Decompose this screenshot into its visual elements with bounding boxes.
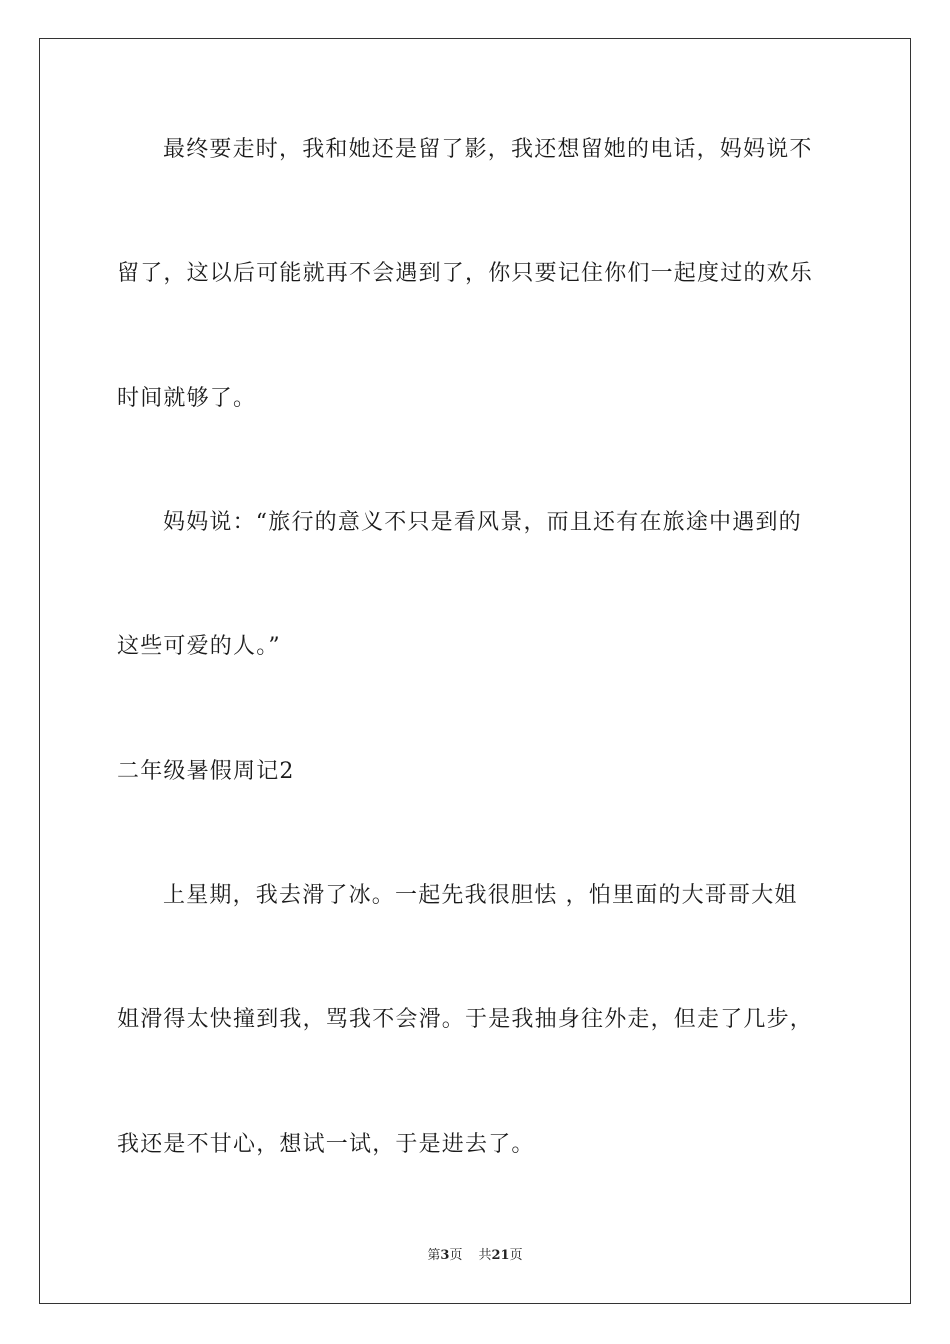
total-prefix: 共 [478, 1248, 492, 1263]
paragraph-2-line-2: 这些可爱的人。” [117, 634, 281, 659]
paragraph-1-line-2: 留了，这以后可能就再不会遇到了，你只要记住你们一起度过的欢乐 [117, 261, 814, 286]
section-heading: 二年级暑假周记2 [117, 759, 295, 784]
paragraph-3-line-2: 姐滑得太快撞到我，骂我不会滑。于是我抽身往外走，但走了几步， [117, 1007, 814, 1032]
paragraph-1-line-3: 时间就够了。 [117, 386, 257, 411]
paragraph-2-line-1: 妈妈说：“旅行的意义不只是看风景，而且还有在旅途中遇到的 [163, 510, 802, 535]
paragraph-3-line-3: 我还是不甘心，想试一试，于是进去了。 [117, 1132, 535, 1157]
page-footer [0, 1248, 950, 1264]
total-suffix: 页 [509, 1248, 523, 1263]
page-border [39, 38, 911, 1304]
page-suffix: 页 [449, 1248, 463, 1263]
paragraph-1-line-1: 最终要走时，我和她还是留了影，我还想留她的电话，妈妈说不 [163, 137, 813, 162]
total-pages: 21 [491, 1248, 510, 1263]
page-prefix: 第 [427, 1248, 441, 1263]
paragraph-3-line-1: 上星期，我去滑了冰。一起先我很胆怯 ，怕里面的大哥哥大姐 [163, 883, 798, 908]
page-number: 3 [440, 1248, 450, 1263]
